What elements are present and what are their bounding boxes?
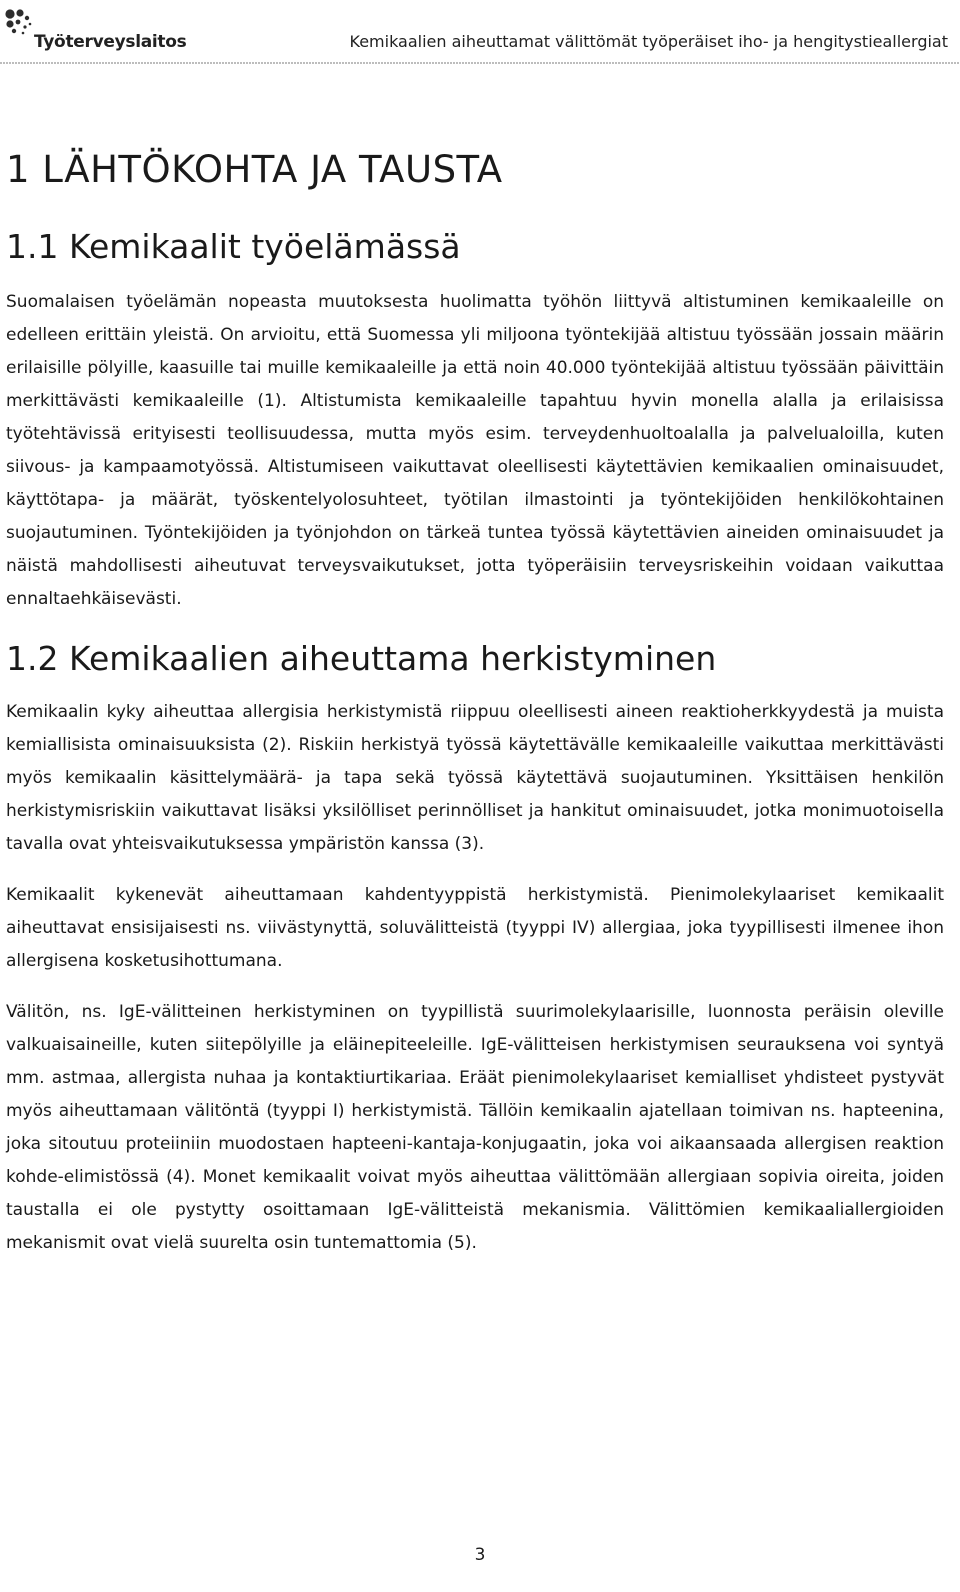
logo-text: Työterveyslaitos bbox=[34, 32, 187, 52]
page-content bbox=[6, 140, 944, 1278]
section-1-2-paragraph-3: Välitön, ns. IgE-välitteinen herkistyminen on tyypillistä suurimolekylaarisille, luonnosta peräisin oleville valkuaisaineille, kuten siitepölyille ja eläinepiteeleille. IgE-välitteisen herkistymisen seurauksena voi syntyä mm. astmaa, allergista nuhaa ja kontaktiurtikariaa. Eräät pienimolekylaariset kemialliset yhdisteet pystyvät myös aiheuttamaan välitöntä (tyyppi I) herkistymistä. Tällöin kemikaalin ajatellaan toimivan ns. hapteenina, joka sitoutuu proteiiniin muodostaen hapteeni-kantaja-konjugaatin, joka voi aikaansaada allergisen reaktion kohde-elimistössä (4). Monet kemikaalit voivat myös aiheuttaa välittömään allergiaan sopivia oireita, joiden taustalla ei ole pystytty osoittamaan IgE-välitteistä mekanismia. Välittömien kemikaaliallergioiden mekanismit ovat vielä suurelta osin tuntemattomia (5). bbox=[6, 1002, 944, 1253]
page-header bbox=[0, 0, 960, 64]
section-1-1-paragraph: Suomalaisen työelämän nopeasta muutoksesta huolimatta työhön liittyvä altistuminen kemikaaleille on edelleen erittäin yleistä. On arvioitu, että Suomessa yli miljoona työntekijää altistuu työssään jossain määrin erilaisille pölyille, kaasuille tai muille kemikaaleille ja että noin 40.000 työntekijää altistuu työssään päivittäin merkittävästi kemikaaleille (1). Altistumista kemikaaleille tapahtuu hyvin monella alalla ja erilaisissa työtehtävissä erityisesti teollisuudessa, mutta myös esim. terveydenhuoltoalalla ja palvelualoilla, kuten siivous- ja kampaamotyössä. Altistumiseen vaikuttavat oleellisesti käytettävien kemikaalien ominaisuudet, käyttötapa- ja määrät, työskentelyolosuhteet, työtilan ilmastointi ja työntekijöiden henkilökohtainen suojautuminen. Työntekijöiden ja työnjohdon on tärkeä tuntea työssä käytettävien aineiden ominaisuudet ja näistä mahdollisesti aiheutuvat terveysvaikutukset, jotta työperäisiin terveysriskeihin voidaan vaikuttaa ennaltaehkäisevästi. bbox=[6, 292, 944, 609]
section-1-2-paragraph-1: Kemikaalin kyky aiheuttaa allergisia herkistymistä riippuu oleellisesti aineen reaktioherkkyydestä ja muista kemiallisista ominaisuuksista (2). Riskiin herkistyä työssä käytettävälle kemikaaleille vaikuttaa merkittävästi myös kemikaalin käsittelymäärä- ja tapa sekä työssä käytettävä suojautuminen. Yksittäisen henkilön herkistymisriskiin vaikuttavat lisäksi yksilölliset perinnölliset ja hankitut ominaisuudet, jotka monimuotoisella tavalla ovat yhteisvaikutuksessa ympäristön kanssa (3). bbox=[6, 702, 944, 854]
chapter-heading: 1 LÄHTÖKOHTA JA TAUSTA bbox=[6, 148, 503, 191]
header-divider bbox=[0, 62, 960, 64]
section-1-2-heading: 1.2 Kemikaalien aiheuttama herkistyminen bbox=[6, 639, 717, 678]
logo bbox=[4, 8, 187, 56]
document-title: Kemikaalien aiheuttamat välittömät työperäiset iho- ja hengitystieallergiat bbox=[349, 32, 948, 51]
page-number: 3 bbox=[474, 1545, 486, 1565]
logo-mark-icon bbox=[4, 8, 34, 38]
section-1-1-heading: 1.1 Kemikaalit työelämässä bbox=[6, 227, 461, 266]
section-1-2-paragraph-2: Kemikaalit kykenevät aiheuttamaan kahdentyyppistä herkistymistä. Pienimolekylaariset kemikaalit aiheuttavat ensisijaisesti ns. viivästynyttä, soluvälitteistä (tyyppi IV) allergiaa, joka tyypillisesti ilmenee ihon allergisena kosketusihottumana. bbox=[6, 885, 944, 971]
